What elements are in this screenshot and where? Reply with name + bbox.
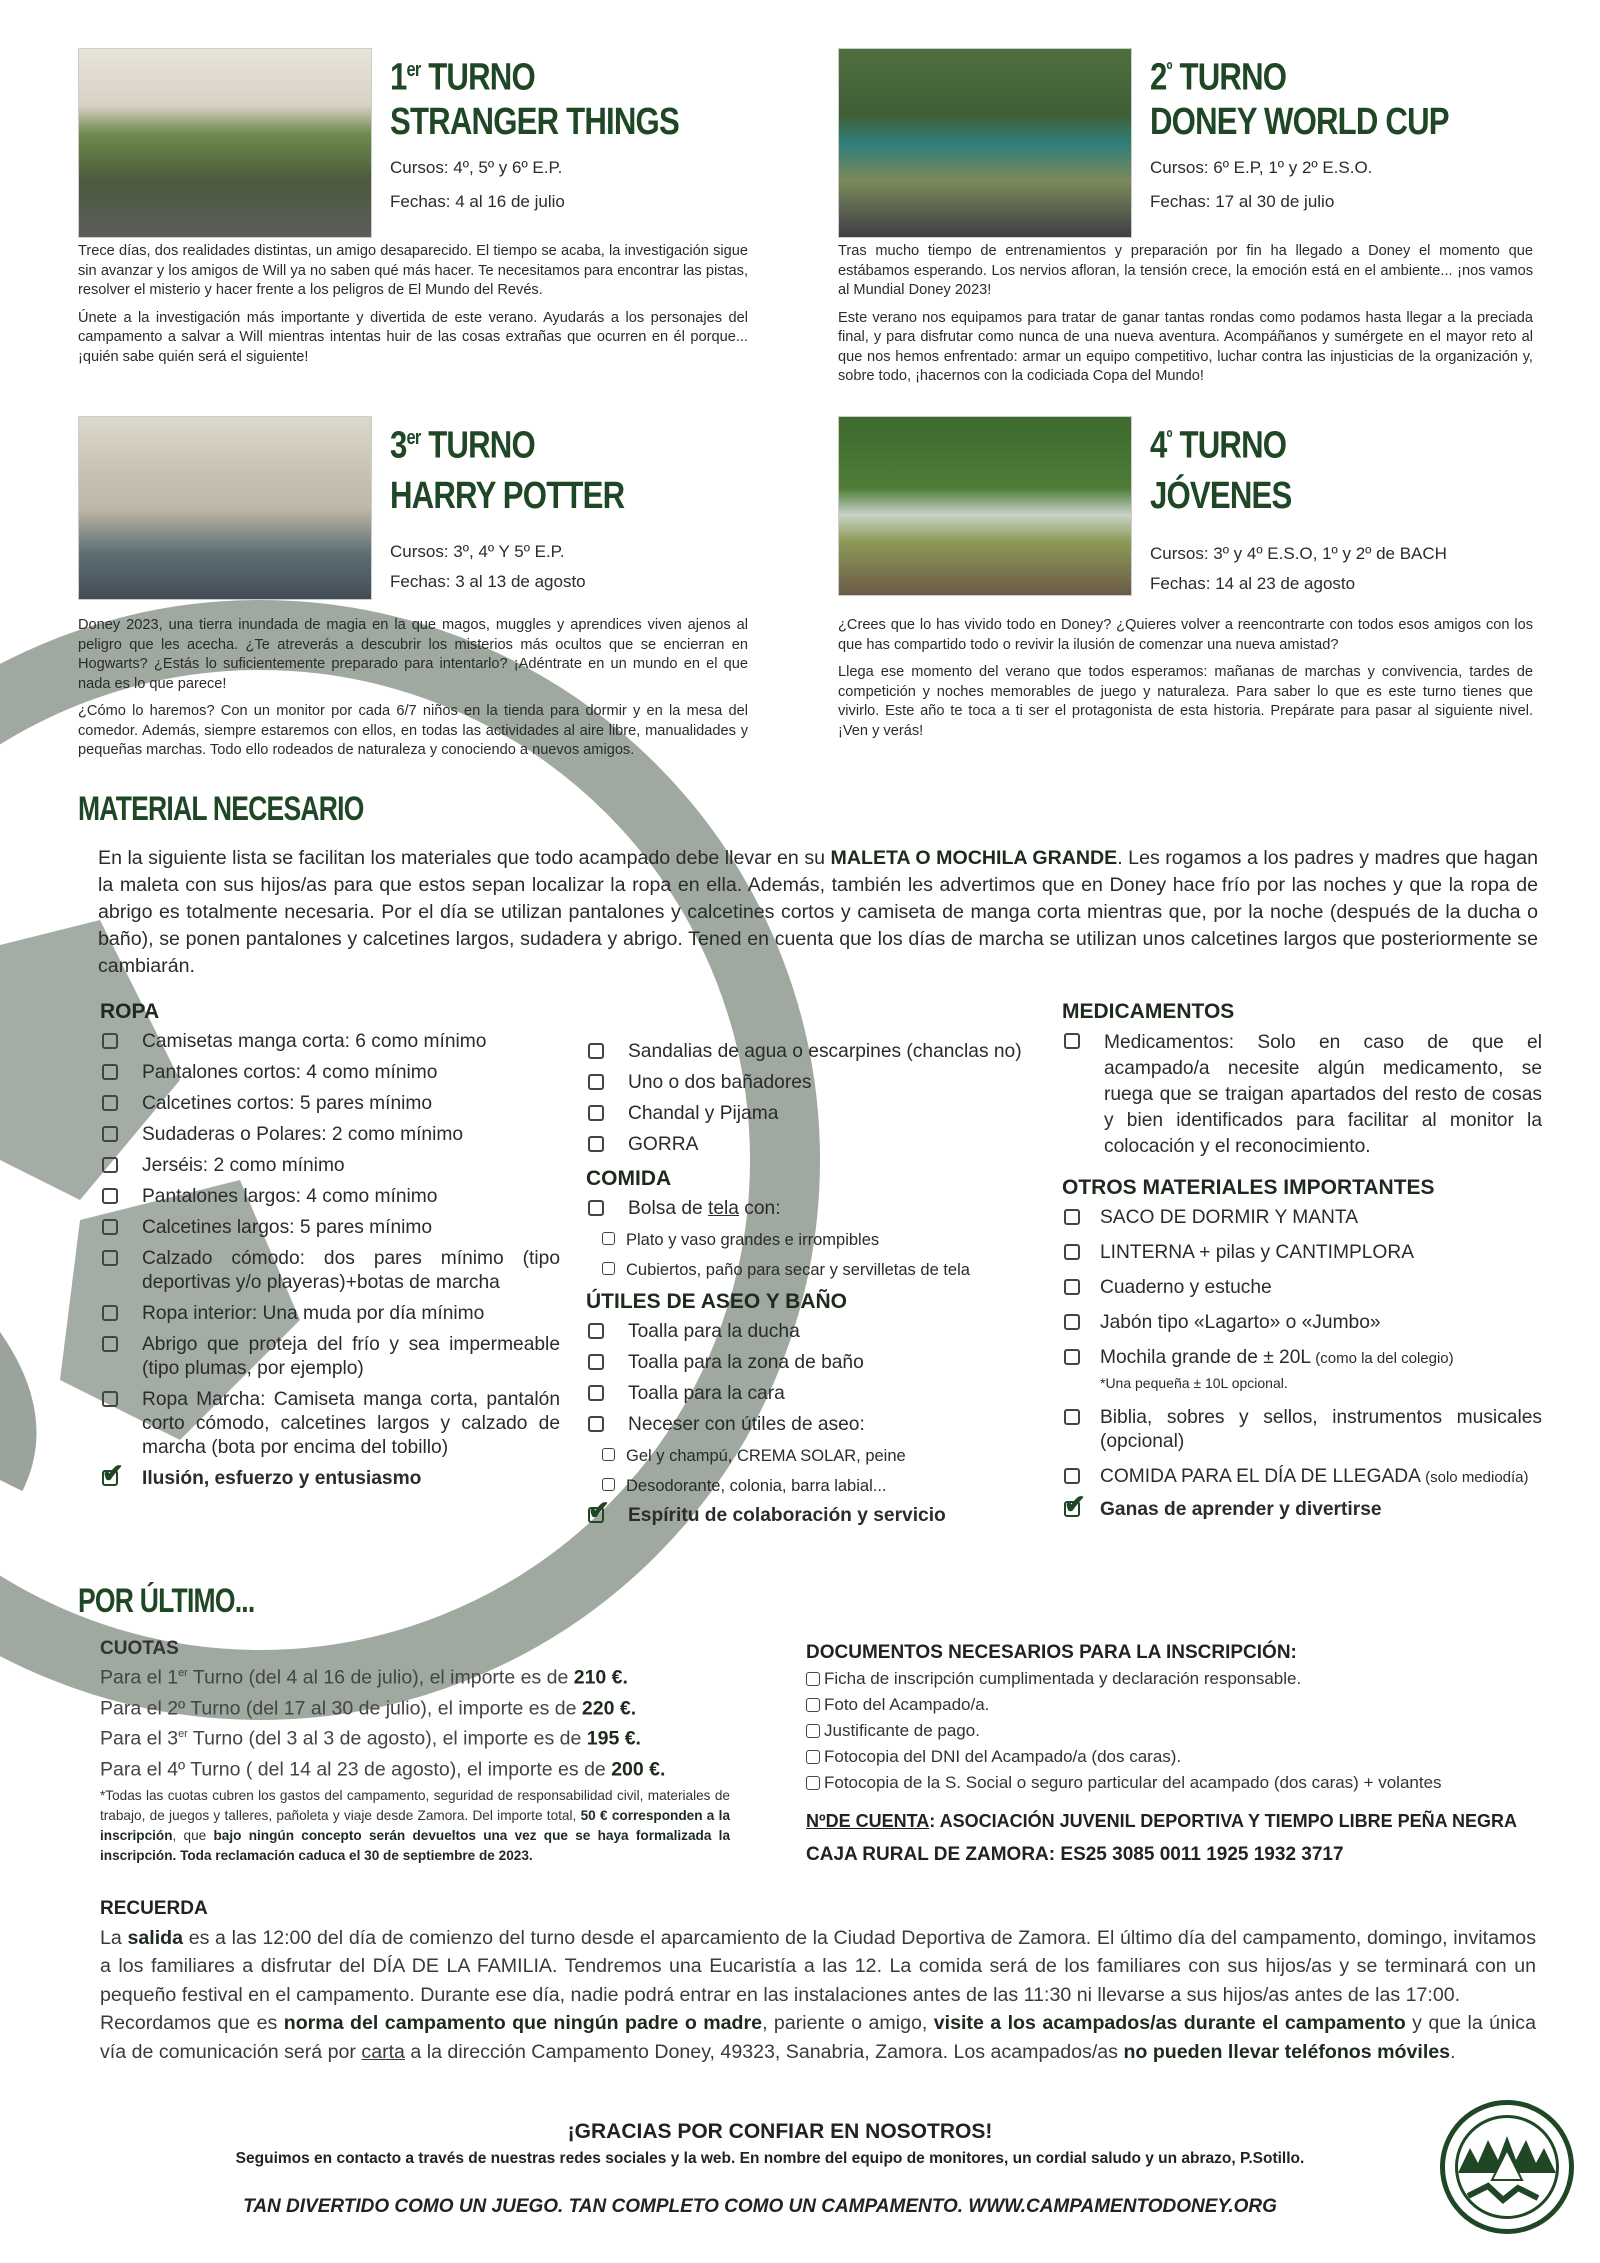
ropa-item[interactable]: Pantalones largos: 4 como mínimo [100, 1185, 560, 1209]
checkbox-icon[interactable] [806, 1776, 820, 1790]
ropa-item[interactable]: Sandalias de agua o escarpines (chanclas no) [586, 1040, 1036, 1064]
recuerda-section [100, 1895, 1536, 2066]
checkbox-icon[interactable] [102, 1391, 118, 1407]
documentos-heading: DOCUMENTOS NECESARIOS PARA LA INSCRIPCIÓN: [806, 1642, 1297, 1663]
checkbox-icon[interactable] [588, 1200, 604, 1216]
turno-4-fechas: Fechas: 14 al 23 de agosto [1150, 573, 1356, 593]
aseo-item[interactable]: Toalla para la zona de baño [586, 1351, 1036, 1375]
checkbox-icon[interactable] [102, 1157, 118, 1173]
comida-subitem[interactable]: Plato y vaso grandes e irrompibles [602, 1228, 1036, 1252]
checkbox-icon[interactable] [102, 1126, 118, 1142]
turno-2-theme: DONEY WORLD CUP [1150, 100, 1449, 143]
turno-4-cursos: Cursos: 3º y 4º E.S.O, 1º y 2º de BACH [1150, 543, 1447, 563]
por-ultimo-title: POR ÚLTIMO... [78, 1582, 255, 1620]
otros-item-mochila[interactable]: Mochila grande de ± 20L (como la del colegio) *Una pequeña ± 10L opcional. [1062, 1346, 1542, 1395]
ropa-item[interactable]: Pantalones cortos: 4 como mínimo [100, 1061, 560, 1085]
comida-heading: COMIDA [586, 1167, 672, 1190]
ropa-item[interactable]: Calcetines cortos: 5 pares mínimo [100, 1092, 560, 1116]
checkbox-icon[interactable] [806, 1750, 820, 1764]
material-intro: En la siguiente lista se facilitan los materiales que todo acampado debe llevar en su MALETA O MOCHILA GRANDE. Les rogamos a los padres y madres que hagan la maleta con sus hijos/as para que estos sepan localizar la ropa en ella. Además, también les advertimos que en Doney hace frío por las noches y que la ropa de abrigo es totalmente necesaria. Por el día se utilizan pantalones y calcetines cortos y camiseta de manga corta mientras que, por la noche (después de la ducha o baño), se ponen pantalones y calcetines largos, sudadera y abrigo. Tened en cuenta que los días de marcha se utilizan unos calcetines largos que posteriormente se cambiarán. [98, 847, 1539, 977]
checkbox-icon[interactable] [102, 1033, 118, 1049]
cuota-line: Para el 1er Turno (del 4 al 16 de julio), el importe es de 210 €. [100, 1666, 628, 1689]
turno-2-cursos: Cursos: 6º E.P, 1º y 2º E.S.O. [1150, 157, 1373, 177]
documento-item[interactable]: Fotocopia de la S. Social o seguro particular del acampado (dos caras) + volantes [806, 1770, 1566, 1796]
recuerda-paragraph-2: Recordamos que es norma del campamento que ningún padre o madre, pariente o amigo, visite a los acampados/as durante el campamento y que la única vía de comunicación será por carta a la dirección Campamento Doney, 49323, Sanabria, Zamora. Los acampados/as no pueden llevar teléfonos móviles. [100, 2012, 1537, 2063]
turno-3-cursos: Cursos: 3º, 4º Y 5º E.P. [390, 541, 565, 561]
ropa-item[interactable]: Ropa Marcha: Camiseta manga corta, pantalón corto cómodo, calcetines largos y calzado de marcha (bota por encima del tobillo) [100, 1388, 560, 1460]
otros-item[interactable]: Jabón tipo «Lagarto» o «Jumbo» [1062, 1311, 1542, 1335]
checkbox-icon[interactable] [102, 1095, 118, 1111]
cuotas-note: *Todas las cuotas cubren los gastos del campamento, seguridad de responsabilidad civil, materiales de trabajo, de juegos y talleres, pañoleta y viaje desde Zamora. Del importe total, 50 € corresponden a la inscripción, que bajo ningún concepto serán devueltos una vez que se haya formalizada la inscripción. Toda reclamación caduca el 30 de septiembre de 2023. [100, 1788, 730, 1863]
comida-subitem[interactable]: Cubiertos, paño para secar y servilletas de tela [602, 1258, 1036, 1282]
aseo-subitem[interactable]: Gel y champú, CREMA SOLAR, peine [602, 1444, 1036, 1468]
checkbox-icon[interactable] [806, 1698, 820, 1712]
checkbox-icon[interactable] [588, 1416, 604, 1432]
turno-1-description: Trece días, dos realidades distintas, un amigo desaparecido. El tiempo se acaba, la investigación sigue sin avanzar y los amigos de Will ya no saben qué más hacer. Te necesitamos para encontrar las pistas, resolver el misterio y hacer frente a los peligros de El Mundo del Revés. Únete a la investigación más importante y divertida de este verano. Ayudarás a los personajes del campamento a salvar a Will mientras intentas huir de las cosas extrañas que ocurren en él porque... ¡quién sabe quién será el siguiente! [78, 243, 748, 365]
recuerda-paragraph-1: La salida es a las 12:00 del día de comienzo del turno desde el aparcamiento de la Ciudad Deportiva de Zamora. El último día del campamento, domingo, invitamos a los familiares a disfrutar del DÍA DE LA FAMILIA. Tendremos una Eucaristía a las 12. La comida será de los familiares con sus hijos/as y se terminará con un pequeño festival en el campamento. Durante ese día, nadie podrá entrar en las instalaciones antes de las 11:30 ni llevarse a sus hijos/as antes de las 17:00. [100, 1926, 1536, 2006]
ropa-list [100, 1000, 560, 1491]
otros-heading: OTROS MATERIALES IMPORTANTES [1062, 1176, 1435, 1199]
checkbox-icon[interactable] [602, 1262, 615, 1275]
checkbox-icon[interactable] [1064, 1468, 1080, 1484]
ropa-item[interactable]: GORRA [586, 1133, 1036, 1157]
documentos-section [806, 1640, 1566, 1868]
numero-cuenta: NºDE CUENTA: ASOCIACIÓN JUVENIL DEPORTIVA Y TIEMPO LIBRE PEÑA NEGRA [806, 1811, 1517, 1831]
checkmark-icon: ✔ [588, 1495, 610, 1525]
checkbox-icon[interactable] [102, 1064, 118, 1080]
checkbox-icon[interactable] [102, 1305, 118, 1321]
turno-2-description: Tras mucho tiempo de entrenamientos y preparación por fin ha llegado a Doney el momento que estábamos esperando. Los nervios afloran, la tensión crece, la emoción está en el ambiente... ¡nos vamos al Mundial Doney 2023! Este verano nos equipamos para tratar de ganar tantas rondas como podamos hasta llegar a la preciada final, y para disfrutar como nunca de una nueva aventura. Acompáñanos y sumérgete en el mayor reto al que nos hemos enfrentado: armar un equipo competitivo, luchar contra las injusticias de la organización y, sobre todo, ¡hacernos con la codiciada Copa del Mundo! [838, 243, 1533, 384]
documento-item[interactable]: Foto del Acampado/a. [806, 1692, 1566, 1718]
turno-1-fechas: Fechas: 4 al 16 de julio [390, 191, 565, 211]
ropa-item[interactable]: Calcetines largos: 5 pares mínimo [100, 1216, 560, 1240]
ropa-item[interactable]: Abrigo que proteja del frío y sea impermeable (tipo plumas, por ejemplo) [100, 1333, 560, 1381]
checkbox-icon[interactable] [1064, 1279, 1080, 1295]
turno-2-title: $2^º$ TURNO [1150, 56, 1287, 99]
turno-3-photo [78, 416, 372, 600]
checkbox-icon[interactable] [588, 1323, 604, 1339]
checkbox-icon[interactable] [102, 1250, 118, 1266]
otros-item-biblia[interactable]: Biblia, sobres y sellos, instrumentos musicales (opcional) [1062, 1406, 1542, 1454]
ropa-item[interactable]: Sudaderas o Polares: 2 como mínimo [100, 1123, 560, 1147]
turno-1-cursos: Cursos: 4º, 5º y 6º E.P. [390, 157, 563, 177]
checkbox-icon[interactable] [1064, 1033, 1080, 1049]
turno-2-fechas: Fechas: 17 al 30 de julio [1150, 191, 1335, 211]
otros-item[interactable]: Cuaderno y estuche [1062, 1276, 1542, 1300]
aseo-subitem[interactable]: Desodorante, colonia, barra labial... [602, 1474, 1036, 1498]
aseo-item[interactable]: Toalla para la ducha [586, 1320, 1036, 1344]
turno-1-theme: STRANGER THINGS [390, 100, 679, 143]
turno-4-title: $4^º$ TURNO [1150, 424, 1287, 467]
turno-3-theme: HARRY POTTER [390, 474, 625, 517]
col-2-list [586, 1040, 1036, 1528]
checkbox-icon[interactable] [1064, 1409, 1080, 1425]
turno-3-description: Doney 2023, una tierra inundada de magia en la que magos, muggles y aprendices viven ajenos al peligro que les acecha. ¿Te atreverás a descubrir los misterios más ocultos que se encierran en Hogwarts? ¿Estás lo suficientemente preparado para intentarlo? ¡Adéntrate en un mundo en el que nada es lo que parece! ¿Cómo lo haremos? Con un monitor por cada 6/7 niños en la tienda para dormir y en la mesa del comedor. Además, siempre estaremos con ellos, en todas las actividades al aire libre, manualidades y pequeñas marchas. Todo ello rodeados de naturaleza y conociendo a nuevos amigos. [78, 617, 748, 758]
doney-logo-icon [1440, 2100, 1574, 2234]
checkbox-icon[interactable] [588, 1105, 604, 1121]
turno-2-photo [838, 48, 1132, 238]
checkmark-icon: ✔ [1064, 1489, 1086, 1519]
checkbox-icon[interactable] [602, 1232, 615, 1245]
comida-item[interactable]: Bolsa de tela con: [586, 1197, 1036, 1221]
documento-item[interactable]: Fotocopia del DNI del Acampado/a (dos caras). [806, 1744, 1566, 1770]
ropa-heading: ROPA [100, 1000, 160, 1023]
aseo-item[interactable]: Neceser con útiles de aseo: [586, 1413, 1036, 1437]
otros-item[interactable]: SACO DE DORMIR Y MANTA [1062, 1206, 1542, 1230]
ropa-item[interactable]: Calzado cómodo: dos pares mínimo (tipo deportivas y/o playeras)+botas de marcha [100, 1247, 560, 1295]
checkbox-icon[interactable] [102, 1188, 118, 1204]
iban: CAJA RURAL DE ZAMORA: ES25 3085 0011 1925 1932 3717 [806, 1844, 1344, 1865]
ropa-item[interactable]: Uno o dos bañadores [586, 1071, 1036, 1095]
checkbox-icon[interactable] [588, 1043, 604, 1059]
checkbox-icon[interactable] [588, 1074, 604, 1090]
checkbox-icon[interactable] [602, 1448, 615, 1461]
checkmark-icon: ✔ [102, 1458, 124, 1488]
cuota-line: Para el 2º Turno (del 17 al 30 de julio), el importe es de 220 €. [100, 1697, 637, 1719]
ropa-item[interactable]: Camisetas manga corta: 6 como mínimo [100, 1030, 560, 1054]
aseo-checked-item[interactable]: ✔ Espíritu de colaboración y servicio [588, 1495, 946, 1526]
checkbox-icon[interactable] [588, 1385, 604, 1401]
turno-3-fechas: Fechas: 3 al 13 de agosto [390, 571, 586, 591]
checkbox-icon[interactable] [102, 1219, 118, 1235]
aseo-heading: ÚTILES DE ASEO Y BAÑO [586, 1290, 847, 1313]
turno-1-photo [78, 48, 372, 238]
turno-4-theme: JÓVENES [1150, 474, 1292, 517]
checkbox-icon[interactable] [588, 1354, 604, 1370]
checkbox-icon[interactable] [806, 1672, 820, 1686]
cuotas-section [100, 1638, 730, 1866]
checkbox-icon[interactable] [806, 1724, 820, 1738]
ropa-item[interactable]: Chandal y Pijama [586, 1102, 1036, 1126]
otros-item[interactable]: LINTERNA + pilas y CANTIMPLORA [1062, 1241, 1542, 1265]
cuota-line: Para el 4º Turno ( del 14 al 23 de agosto), el importe es de 200 €. [100, 1758, 666, 1780]
ropa-item[interactable]: Jerséis: 2 como mínimo [100, 1154, 560, 1178]
ropa-item[interactable]: Ropa interior: Una muda por día mínimo [100, 1302, 560, 1326]
turno-1-title: 1er TURNO [390, 56, 535, 99]
thanks-heading: ¡GRACIAS POR CONFIAR EN NOSOTROS! [567, 2120, 993, 2143]
recuerda-heading: RECUERDA [100, 1898, 208, 1919]
otros-checked-item[interactable]: ✔ Ganas de aprender y divertirse [1064, 1489, 1382, 1520]
turno-3-title: 3er TURNO [390, 424, 535, 467]
slogan-link[interactable]: TAN DIVERTIDO COMO UN JUEGO. TAN COMPLETO COMO UN CAMPAMENTO. WWW.CAMPAMENTODONEY.ORG [243, 2196, 1277, 2217]
otros-item-comida-llegada[interactable]: COMIDA PARA EL DÍA DE LLEGADA (solo mediodía) [1062, 1465, 1542, 1490]
checkbox-icon[interactable] [602, 1478, 615, 1491]
cuotas-heading: CUOTAS [100, 1638, 179, 1659]
turno-4-description: ¿Crees que lo has vivido todo en Doney? ¿Quieres volver a reencontrarte con todos esos amigos con los que has compartido todo o revivir la ilusión de comenzar una nueva amistad? Llega ese momento del verano que todos esperamos: mañanas de marchas y convivencia, tardes de competición y noches memorables de juego y naturaleza. Para saber lo que es este turno tienes que vivirlo. Este año te toca a ti ser el protagonista de esta historia. Prepárate para pasar al siguiente nivel. ¡Ven y verás! [838, 617, 1533, 739]
ropa-checked-item[interactable]: ✔ Ilusión, esfuerzo y entusiasmo [102, 1458, 422, 1489]
cuota-line: Para el 3er Turno (del 3 al 3 de agosto), el importe es de 195 €. [100, 1727, 641, 1750]
medicamentos-heading: MEDICAMENTOS [1062, 1000, 1235, 1023]
documento-item[interactable]: Justificante de pago. [806, 1718, 1566, 1744]
aseo-item[interactable]: Toalla para la cara [586, 1382, 1036, 1406]
medicamentos-item[interactable]: Medicamentos: Solo en caso de que el acampado/a necesite algún medicamento, se ruega que se traigan apartados del resto de cosas y bien identificados para facilitar al monitor la colocación y el reconocimiento. [1062, 1030, 1542, 1160]
contact-text: Seguimos en contacto a través de nuestras redes sociales y la web. En nombre del equipo de monitores, un cordial saludo y un abrazo, P.Sotillo. [235, 2150, 1305, 2167]
material-necesario-title: MATERIAL NECESARIO [78, 790, 364, 828]
checkbox-icon[interactable] [1064, 1314, 1080, 1330]
documento-item[interactable]: Ficha de inscripción cumplimentada y declaración responsable. [806, 1666, 1566, 1692]
col-3-list [1062, 1000, 1542, 1522]
mountain-tent-icon [1458, 2118, 1556, 2216]
turno-4-photo [838, 416, 1132, 596]
checkbox-icon[interactable] [1064, 1209, 1080, 1225]
checkbox-icon[interactable] [1064, 1349, 1080, 1365]
checkbox-icon[interactable] [588, 1136, 604, 1152]
checkbox-icon[interactable] [1064, 1244, 1080, 1260]
checkbox-icon[interactable] [102, 1336, 118, 1352]
